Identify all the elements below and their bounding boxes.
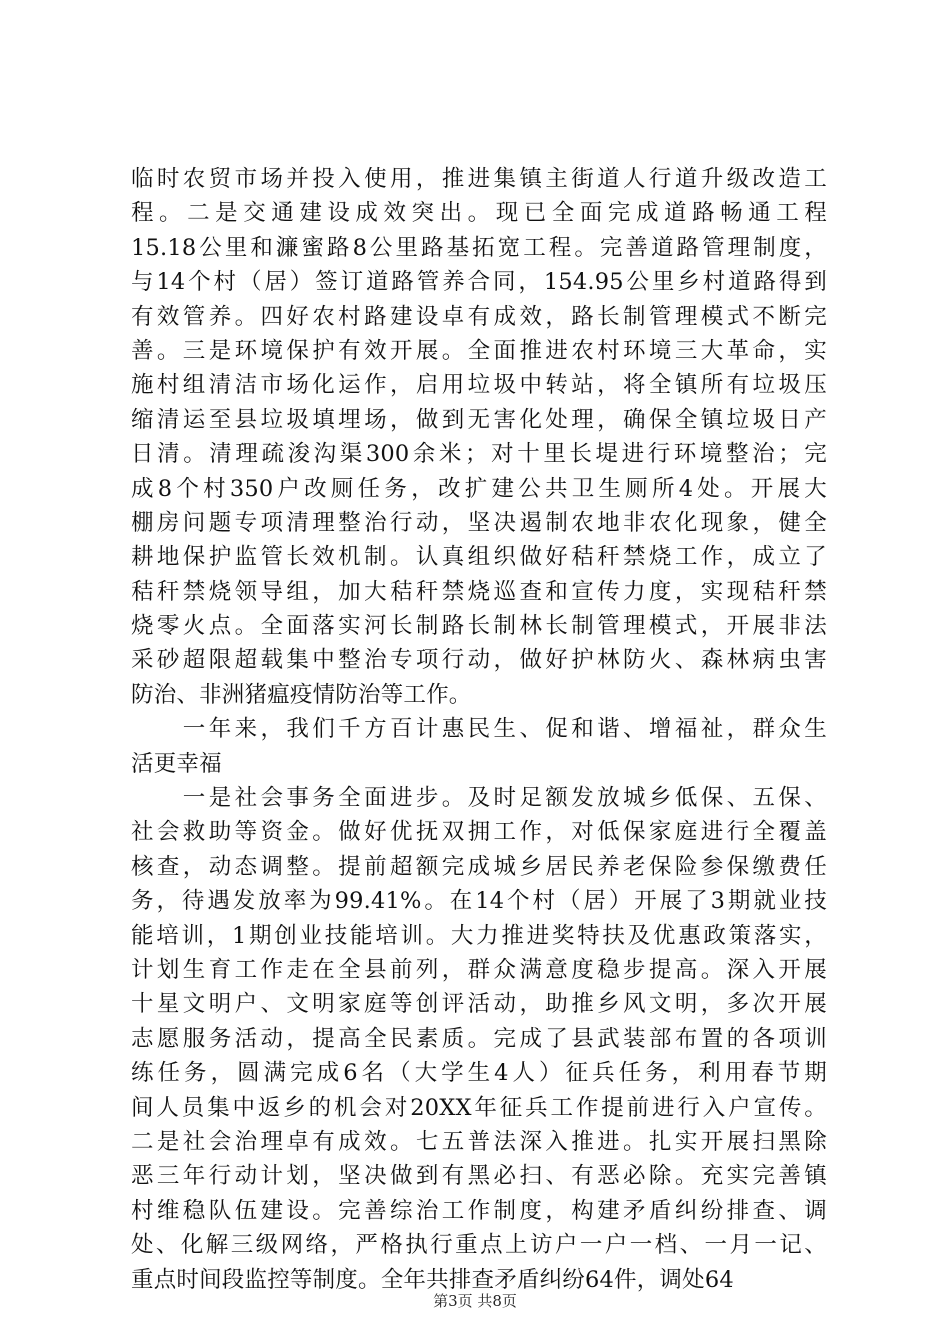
text-line: 社会救助等资金。做好优抚双拥工作，对低保家庭进行全覆盖 <box>131 819 827 846</box>
text-line: 一是社会事务全面进步。及时足额发放城乡低保、五保、 <box>131 785 827 812</box>
text-line: 重点时间段监控等制度。全年共排查矛盾纠纷64件，调处64 <box>131 1266 734 1293</box>
text-line: 核查，动态调整。提前超额完成城乡居民养老保险参保缴费任 <box>131 853 827 880</box>
text-line: 有效管养。四好农村路建设卓有成效，路长制管理模式不断完 <box>131 303 827 330</box>
text-line: 务，待遇发放率为99.41%。在14个村（居）开展了3期就业技 <box>131 888 827 915</box>
text-line: 一年来，我们千方百计惠民生、促和谐、增福祉，群众生 <box>131 716 827 743</box>
text-line: 棚房问题专项清理整治行动，坚决遏制农地非农化现象，健全 <box>131 509 827 536</box>
text-line: 防治、非洲猪瘟疫情防治等工作。 <box>131 681 472 708</box>
text-line: 缩清运至县垃圾填埋场，做到无害化处理，确保全镇垃圾日产 <box>131 406 827 433</box>
text-line: 村维稳队伍建设。完善综治工作制度，构建矛盾纠纷排查、调 <box>131 1197 827 1224</box>
page-number: 第3页 共8页 <box>433 1292 517 1310</box>
text-line: 志愿服务活动，提高全民素质。完成了县武装部布置的各项训 <box>131 1025 827 1052</box>
text-line: 秸秆禁烧领导组，加大秸秆禁烧巡查和宣传力度，实现秸秆禁 <box>131 578 827 605</box>
text-line: 间人员集中返乡的机会对20XX年征兵工作提前进行入户宣传。 <box>131 1094 827 1121</box>
text-line: 日清。清理疏浚沟渠300余米；对十里长堤进行环境整治；完 <box>131 441 827 468</box>
text-line: 处、化解三级网络，严格执行重点上访户一户一档、一月一记、 <box>131 1232 827 1259</box>
text-line: 耕地保护监管长效机制。认真组织做好秸秆禁烧工作，成立了 <box>131 544 827 571</box>
text-line: 活更幸福 <box>131 750 222 777</box>
text-line: 善。三是环境保护有效开展。全面推进农村环境三大革命，实 <box>131 337 827 364</box>
text-line: 烧零火点。全面落实河长制路长制林长制管理模式，开展非法 <box>131 613 827 640</box>
text-line: 成8个村350户改厕任务，改扩建公共卫生厕所4处。开展大 <box>131 475 827 502</box>
text-line: 程。二是交通建设成效突出。现已全面完成道路畅通工程 <box>131 200 827 227</box>
text-line: 15.18公里和濂蜜路8公里路基拓宽工程。完善道路管理制度， <box>131 234 827 261</box>
text-line: 恶三年行动计划，坚决做到有黑必扫、有恶必除。充实完善镇 <box>131 1163 827 1190</box>
text-line: 计划生育工作走在全县前列，群众满意度稳步提高。深入开展 <box>131 956 827 983</box>
body-text <box>131 162 827 1297</box>
text-line: 能培训，1期创业技能培训。大力推进奖特扶及优惠政策落实， <box>131 922 827 949</box>
text-line: 临时农贸市场并投入使用，推进集镇主街道人行道升级改造工 <box>131 166 827 192</box>
text-line: 十星文明户、文明家庭等创评活动，助推乡风文明，多次开展 <box>131 991 827 1018</box>
text-line: 二是社会治理卓有成效。七五普法深入推进。扎实开展扫黑除 <box>131 1128 827 1155</box>
text-line: 采砂超限超载集中整治专项行动，做好护林防火、森林病虫害 <box>131 647 827 674</box>
text-line: 施村组清洁市场化运作，启用垃圾中转站，将全镇所有垃圾压 <box>131 372 827 399</box>
text-line: 练任务，圆满完成6名（大学生4人）征兵任务，利用春节期 <box>131 1060 827 1087</box>
text-line: 与14个村（居）签订道路管养合同，154.95公里乡村道路得到 <box>131 269 827 296</box>
